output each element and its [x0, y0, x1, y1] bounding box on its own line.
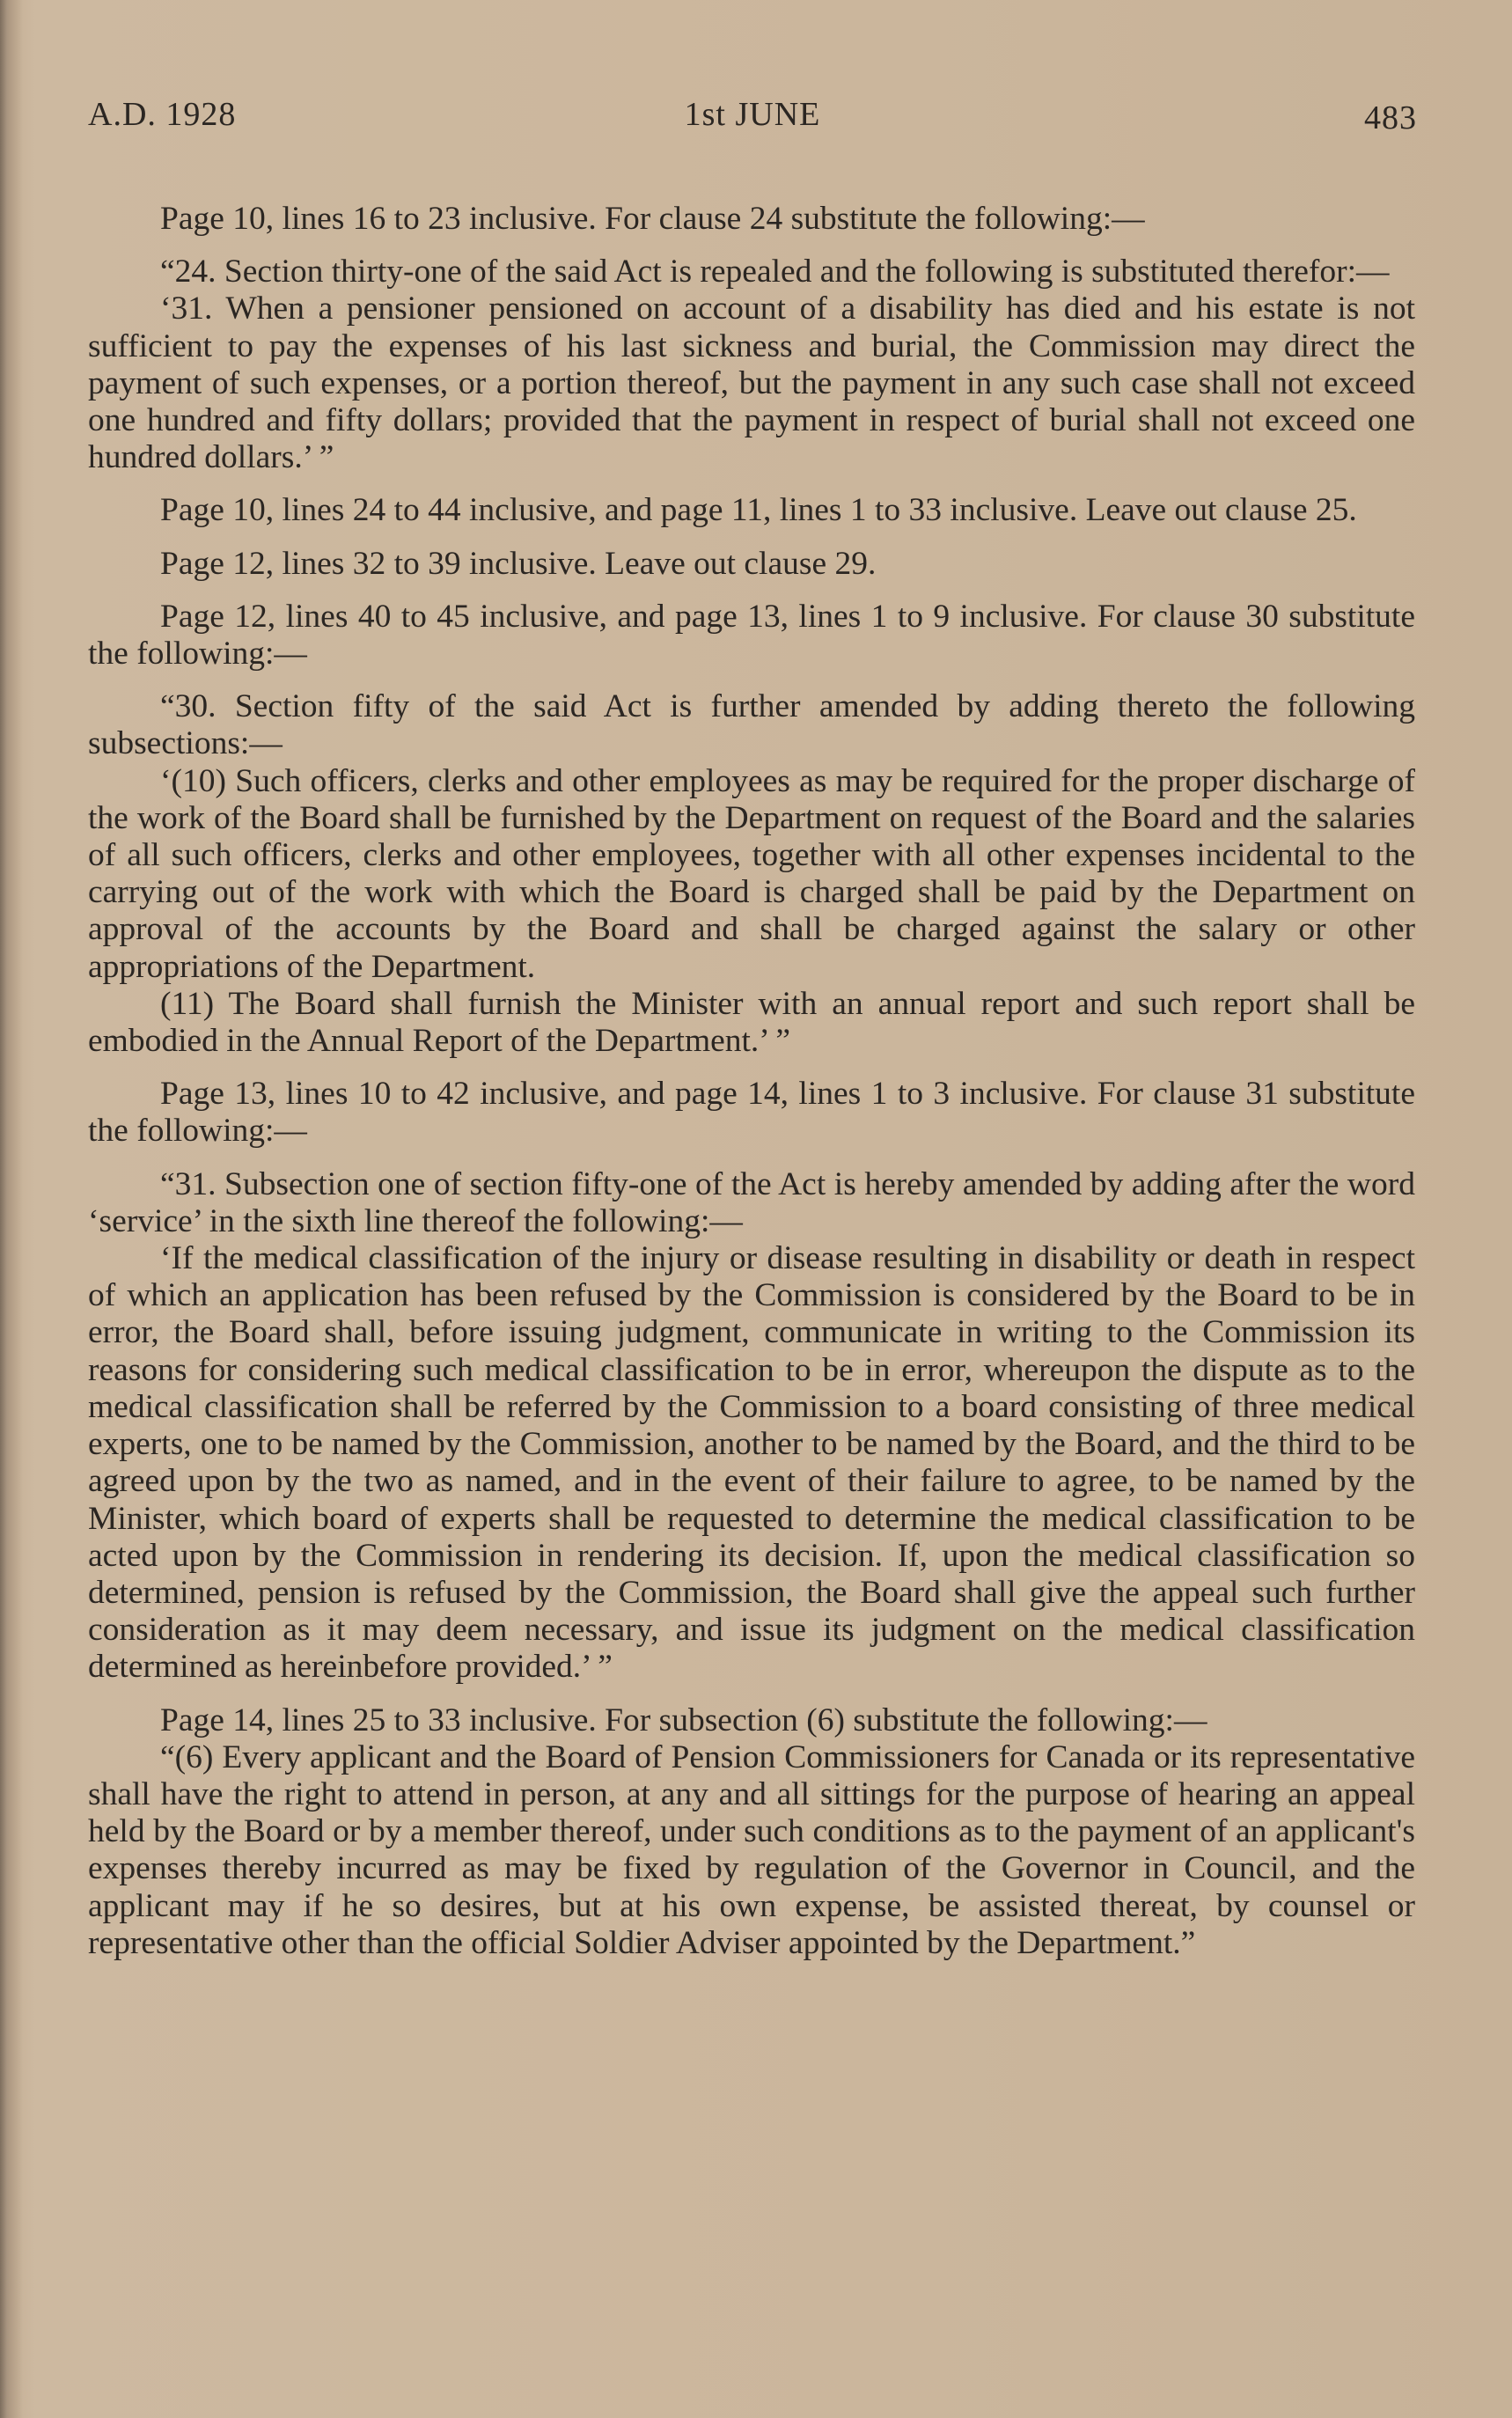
paragraph: Page 13, lines 10 to 42 inclusive, and page 14, lines 1 to 3 inclusive. For clause 31 substitute the following:—: [88, 1076, 1415, 1150]
paragraph: Page 10, lines 24 to 44 inclusive, and page 11, lines 1 to 33 inclusive. Leave out clause 25.: [160, 492, 1357, 529]
binding-edge: [0, 0, 23, 2418]
page-header: [88, 95, 1417, 148]
paragraph: ‘(10) Such officers, clerks and other employees as may be required for the proper discharge of the work of the Board shall be furnished by the Department on request of the Board and the salaries of all such officers, clerks and other employees, together with all other expenses incidental to the carrying out of the work with which the Board is charged shall be paid by the Department on approval of the accounts by the Board and shall be charged against the salary or other appropriations of the Department.: [88, 762, 1415, 985]
paragraph: Page 12, lines 40 to 45 inclusive, and page 13, lines 1 to 9 inclusive. For clause 30 substitute the following:—: [88, 598, 1415, 672]
header-date: 1st JUNE: [684, 96, 821, 133]
body-text: [88, 201, 1415, 1978]
paragraph: Page 10, lines 16 to 23 inclusive. For clause 24 substitute the following:—: [160, 201, 1145, 237]
paragraph: Page 14, lines 25 to 33 inclusive. For subsection (6) substitute the following:—: [160, 1701, 1207, 1738]
paragraph: ‘31. When a pensioner pensioned on account of a disability has died and his estate is not sufficient to pay the expenses of his last sickness and burial, the Commission may direct the payment of such expenses, or a portion thereof, but the payment in any such case shall not exceed one hundred and fifty dollars; provided that the payment in respect of burial shall not exceed one hundred dollars.’ ”: [88, 290, 1415, 476]
paragraph: Page 12, lines 32 to 39 inclusive. Leave out clause 29.: [160, 545, 877, 582]
page-number: 483: [1364, 99, 1417, 136]
paragraph: “31. Subsection one of section fifty-one of the Act is hereby amended by adding after the word ‘service’ in the sixth line thereof the following:—: [88, 1165, 1415, 1239]
header-year: A.D. 1928: [88, 96, 237, 133]
paragraph: ‘If the medical classification of the injury or disease resulting in disability or death in respect of which an application has been refused by the Commission is considered by the Board to be in error, the Board shall, before issuing judgment, communicate in writing to the Commission its reasons for considering such medical classification to be in error, whereupon the dispute as to the medical classification shall be referred by the Commission to a board consisting of three medical experts, one to be named by the Commission, another to be named by the Board, and the third to be agreed upon by the two as named, and in the event of their failure to agree, to be named by the Minister, which board of experts shall be requested to determine the medical classification to be acted upon by the Commission in rendering its decision. If, upon the medical classification so determined, pension is refused by the Commission, the Board shall give the appeal such further consideration as it may deem necessary, and issue its judgment on the medical classification determined as hereinbefore provided.’ ”: [88, 1240, 1415, 1686]
paragraph: “24. Section thirty-one of the said Act is repealed and the following is substituted therefor:—: [160, 254, 1390, 290]
paragraph: “30. Section fifty of the said Act is further amended by adding thereto the following subsections:—: [88, 688, 1415, 762]
paragraph: (11) The Board shall furnish the Minister with an annual report and such report shall be embodied in the Annual Report of the Department.’ ”: [88, 985, 1415, 1060]
paragraph: “(6) Every applicant and the Board of Pension Commissioners for Canada or its representative shall have the right to attend in person, at any and all sittings for the purpose of hearing an appeal held by the Board or by a member thereof, under such conditions as to the payment of an applicant's expenses thereby incurred as may be fixed by regulation of the Governor in Council, and the applicant may if he so desires, but at his own expense, be assisted thereat, by counsel or representative other than the official Soldier Adviser appointed by the Department.”: [88, 1738, 1415, 1961]
